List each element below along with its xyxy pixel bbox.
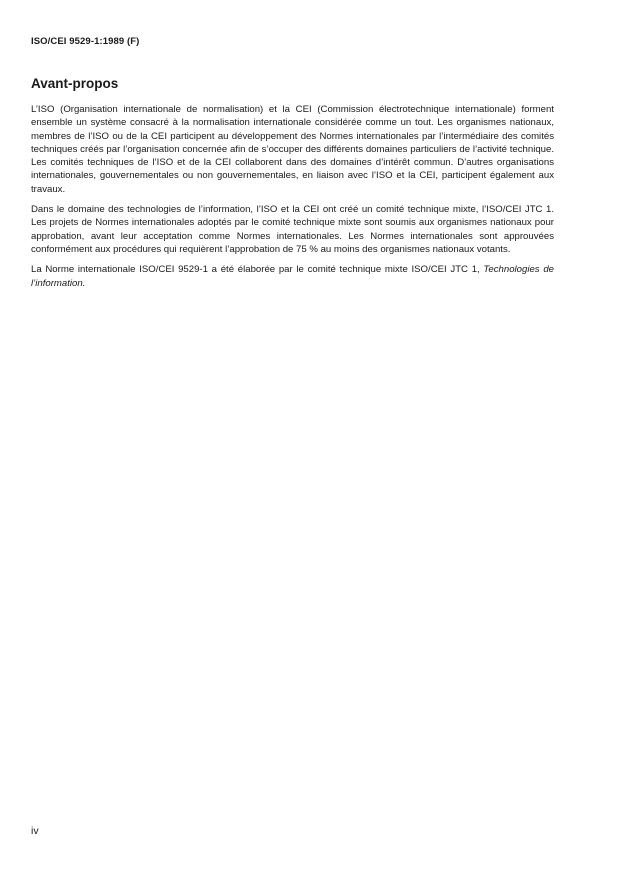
- paragraph-iso-cei-intro: L’ISO (Organisation internationale de normalisation) et la CEI (Commission électrotechnique internationale) forment ensemble un système consacré à la normalisation internationale considérée comme un tout. Les organismes nationaux, membres de l’ISO ou de la CEI participent au développement des Normes internationales par l’intermédiaire des comités techniques créés par l’organisation concernée afin de s’occuper des différents domaines particuliers de l’activité technique. Les comités techniques de l’ISO et de la CEI collaborent dans des domaines d’intérêt commun. D’autres organisations internationales, gouvernementales ou non gouvernementales, en liaison avec l’ISO et la CEI, participent également aux travaux.: [31, 104, 554, 195]
- paragraph-standard-origin-text: La Norme internationale ISO/CEI 9529-1 a été élaborée par le comité technique mixte ISO/CEI JTC 1,: [31, 264, 480, 276]
- paragraph-jtc1: Dans le domaine des technologies de l’information, l’ISO et la CEI ont créé un comité technique mixte, l’ISO/CEI JTC 1. Les projets de Normes internationales adoptés par le comité technique mixte sont soumis aux organismes nationaux pour approbation, avant leur acceptation comme Normes internationales. Les Normes internationales sont approuvées conformément aux procédures qui requièrent l’approbation de 75 % au moins des organismes nationaux votants.: [31, 204, 554, 255]
- paragraph-standard-origin: [31, 263, 554, 290]
- section-title: Avant-propos: [31, 76, 119, 91]
- page-number: iv: [31, 825, 39, 837]
- committee-title: Technologies de l’information.: [31, 264, 554, 289]
- document-identifier: ISO/CEI 9529-1:1989 (F): [31, 36, 140, 47]
- foreword-body: [31, 103, 554, 297]
